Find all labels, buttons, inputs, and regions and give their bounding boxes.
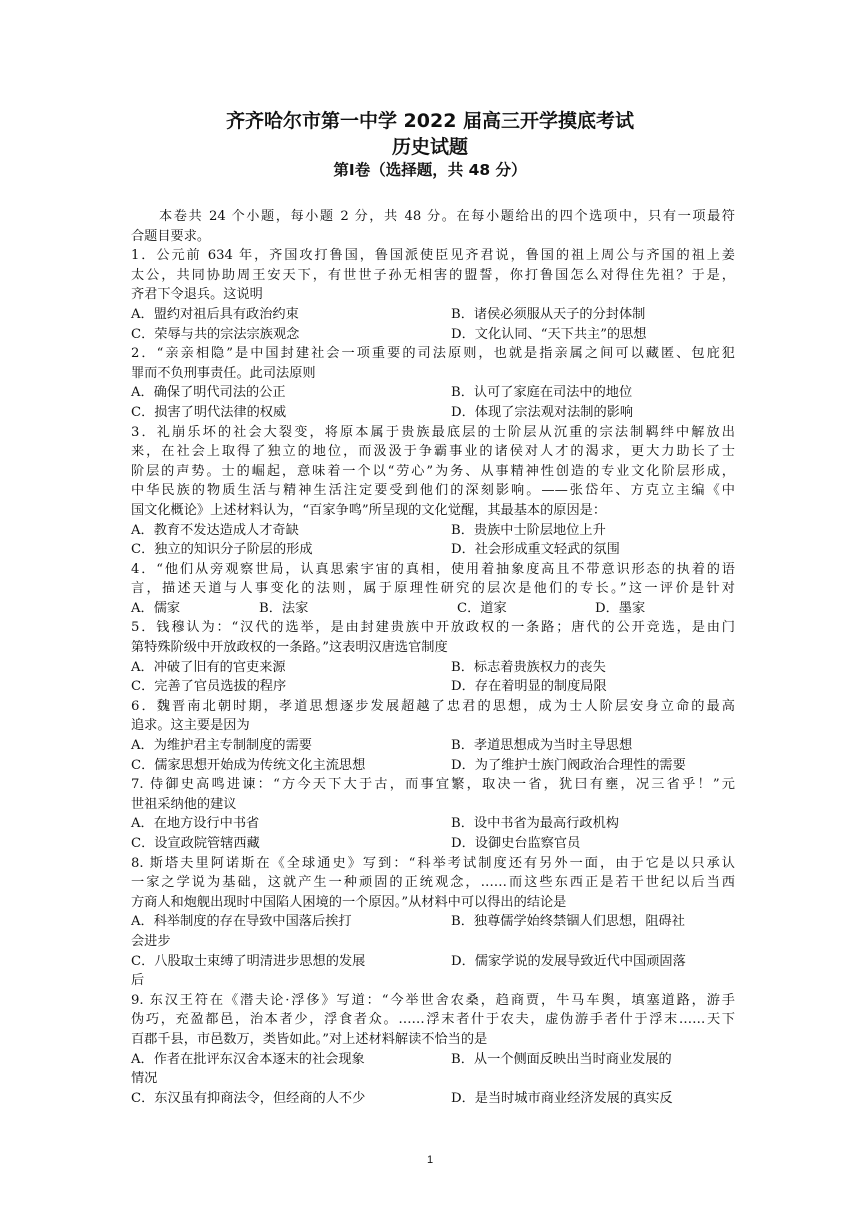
option-a: A．盟约对祖后具有政治约束 [131,306,299,322]
option-b-continuation: 会进步 [131,933,171,949]
option-b: B．贵族中士阶层地位上升 [451,522,606,538]
option-row [131,834,735,854]
option-row [131,736,735,756]
option-b: B．设中书省为最高行政机构 [451,816,619,832]
option-c: C．东汉虽有抑商法令，但经商的人不少 [131,1090,366,1106]
exam-subtitle: 历史试题 [391,136,468,158]
question-text: 中华民族的物质生活与精神生活注定要受到他们的深刻影响。——张岱年、方克立主编《中 [131,483,735,499]
option-c: C．完善了官员选拔的程序 [131,679,287,695]
option-d: D．儒家学说的发展导致近代中国顽固落 [451,953,686,969]
question-text: 2．“亲亲相隐”是中国封建社会一项重要的司法原则，也就是指亲属之间可以藏匿、包庇犯 [131,346,735,362]
option-a: A．作者在批评东汉舍本逐末的社会现象 [131,1051,365,1067]
option-c: C．儒家思想开始成为传统文化主流思想 [131,757,366,773]
question-text: 6．魏晋南北朝时期，孝道思想逐步发展超越了忠君的思想，成为士人阶层安身立命的最高 [131,698,735,714]
option-d-continuation: 后 [131,973,145,989]
question-text: 太公，共同协助周王安天下，有世世子孙无相害的盟誓，你打鲁国怎么对得住先祖？于是， [131,267,735,283]
option-d: D．体现了宗法观对法制的影响 [451,404,634,420]
section-heading: 第Ⅰ卷（选择题，共 48 分） [333,161,527,179]
option-row [131,383,735,403]
option-row [131,756,735,776]
question-text: 9. 东汉王符在《潜夫论·浮侈》写道：“今举世舍农桑，趋商贾，牛马车舆，填塞道路，游手 [131,992,735,1008]
option-d: D．存在着明显的制度局限 [451,679,607,695]
option-row [131,521,735,541]
option-a: A．儒家 [131,600,181,616]
option-d: D．墨家 [595,600,646,616]
question-text: 伪巧，充盈都邑，治本者少，浮食者众。……浮末者什于农夫，虚伪游手者什于浮末……天下 [131,1012,735,1028]
option-c: C．设宣政院管辖西藏 [131,836,260,851]
option-c: C．独立的知识分子阶层的形成 [131,542,313,558]
option-row [131,952,735,972]
page-number: 1 [426,1154,434,1166]
option-a: A．在地方设行中书省 [131,816,260,832]
option-c: C．八股取士束缚了明清进步思想的发展 [131,953,366,969]
option-d: D．为了维护士族门阀政治合理性的需要 [451,757,686,773]
option-row [131,540,735,560]
option-row [131,325,735,345]
option-b-continuation: 情况 [131,1071,158,1087]
question-text: 罪而不负刑事责任。此司法原则 [131,365,316,381]
question-text: 1．公元前 634 年，齐国攻打鲁国，鲁国派使臣见齐君说，鲁国的祖上周公与齐国的祖上姜 [131,248,735,264]
option-b: B．标志着贵族权力的丧失 [451,659,606,675]
question-text: 3．礼崩乐坏的社会大裂变，将原本属于贵族最底层的士阶层从沉重的宗法制羁绊中解放出 [131,424,735,440]
question-text: 8. 斯塔夫里阿诺斯在《全球通史》写到：“科举考试制度还有另外一面，由于它是以只承认 [131,855,735,871]
question-text: 国文化概论》上述材料认为，“百家争鸣”所呈现的文化觉醒，其最基本的原因是： [131,502,607,518]
question-text: 第特殊阶级中开放政权的一条路。”这表明汉唐选官制度 [131,640,448,656]
option-row [131,305,735,325]
question-text: 世祖采纳他的建议 [131,796,237,812]
question-text: 4．“他们从旁观察世局，认真思索宇宙的真相，使用着抽象度高且不带意识形态的执着的语 [131,561,735,577]
exam-body [131,207,735,1108]
option-row [131,1089,735,1109]
option-c: C．道家 [457,600,507,616]
option-row [131,814,735,834]
question-text: 方商人和炮舰出现时中国陷人困境的一个原因。”从材料中可以得出的结论是 [131,894,567,910]
option-c: C．损害了明代法律的权威 [131,404,287,420]
option-a: A．教育不发达造成人才奇缺 [131,522,299,538]
option-d: D．社会形成重文轻武的氛围 [451,542,620,558]
option-d: D．是当时城市商业经济发展的真实反 [451,1090,673,1106]
question-text: 阶层的声势。士的崛起，意味着一个以“劳心”为务、从事精神性创造的专业文化阶层形成， [131,463,735,479]
option-a: A．确保了明代司法的公正 [131,385,286,401]
option-b: B．诸侯必须服从天子的分封体制 [451,306,646,322]
option-a: A．为维护君主专制制度的需要 [131,738,312,754]
option-b: B．从一个侧面反映出当时商业发展的 [451,1051,672,1067]
option-d: D．设御史台监察官员 [451,836,581,851]
option-b: B．孝道思想成为当时主导思想 [451,738,633,754]
option-row [131,658,735,678]
option-a: A．科举制度的存在导致中国落后挨打 [131,914,352,930]
exam-title: 齐齐哈尔市第一中学 2022 届高三开学摸底考试 [225,110,635,132]
question-text: 来，在社会上取得了独立的地位，而汲汲于争霸事业的诸侯对人才的渴求，更大力助长了士 [131,444,735,460]
option-row [131,403,735,423]
option-b: B．独尊儒学始终禁锢人们思想，阻碍社 [451,914,685,930]
intro-line: 本卷共 24 个小题，每小题 2 分，共 48 分。在每小题给出的四个选项中，只有一项最符 [159,209,735,224]
option-c: C．荣辱与共的宗法宗族观念 [131,326,300,342]
intro-line: 合题目要求。 [131,228,211,244]
option-row [131,599,735,619]
option-row [131,912,735,932]
option-b: B．法家 [259,600,309,616]
option-d: D．文化认同、“天下共主”的思想 [451,326,647,342]
option-row [131,677,735,697]
question-text: 言，描述天道与人事变化的法则，属于原理性研究的层次是他们的专长。”这一评价是针对 [131,581,735,597]
question-text: 5．钱穆认为：“汉代的选举，是由封建贵族中开放政权的一条路；唐代的公开竞选，是由门 [131,620,735,636]
question-text: 一家之学说为基础，这就产生一种顽固的正统观念，……而这些东西正是若干世纪以后当西 [131,875,735,891]
option-b: B．认可了家庭在司法中的地位 [451,385,633,401]
question-text: 追求。这主要是因为 [131,718,250,734]
option-a: A．冲破了旧有的官吏来源 [131,659,286,675]
question-text: 7. 侍御史高鸣进谏：“方今天下大于古，而事宜繁，取决一省，犹曰有壅，况三省乎！”元 [131,777,735,793]
option-row [131,1050,735,1070]
question-text: 齐君下令退兵。这说明 [131,287,263,303]
question-text: 百郡千县，市邑数万，类皆如此。”对上述材料解读不恰当的是 [131,1031,488,1047]
